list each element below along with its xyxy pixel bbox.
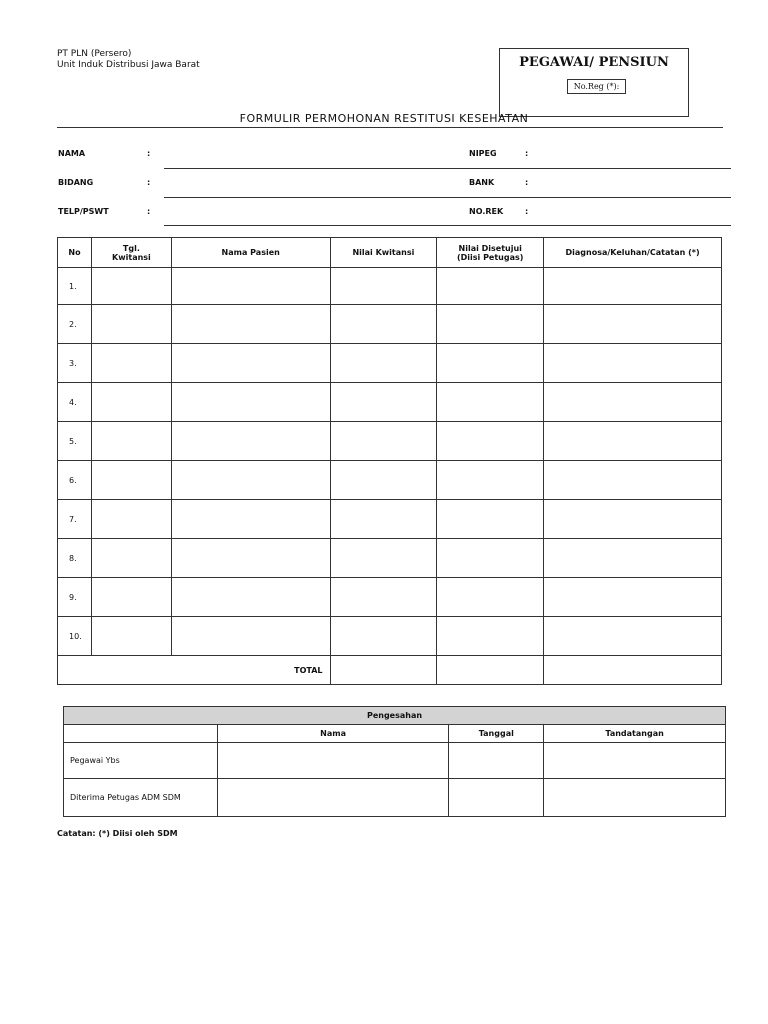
header-nilai-disetujui (437, 238, 544, 268)
row-number: 2. (58, 305, 92, 344)
table-row (58, 383, 722, 422)
table-row (58, 500, 722, 539)
telp-colon: : (147, 207, 151, 216)
employee-type-title: PEGAWAI/ PENSIUN (519, 55, 669, 70)
pengesahan-col-tanggal: Tanggal (449, 725, 544, 743)
petugas-tanggal-cell[interactable] (449, 779, 544, 817)
diagnosa-cell[interactable] (544, 617, 722, 656)
norek-colon: : (525, 207, 529, 216)
diagnosa-cell[interactable] (544, 539, 722, 578)
nipeg-label: NIPEG (469, 149, 497, 158)
diagnosa-cell[interactable] (544, 461, 722, 500)
row-number: 1. (58, 268, 92, 305)
nama-pasien-cell[interactable] (171, 461, 330, 500)
form-title: FORMULIR PERMOHONAN RESTITUSI KESEHATAN (239, 112, 529, 125)
tgl-kwitansi-cell[interactable] (91, 422, 171, 461)
header-nilai-kwitansi: Nilai Kwitansi (330, 238, 437, 268)
row-number: 10. (58, 617, 92, 656)
nilai-kwitansi-cell[interactable] (330, 383, 437, 422)
norek-label: NO.REK (469, 207, 504, 216)
bank-colon: : (525, 178, 529, 187)
pengesahan-col-nama: Nama (217, 725, 449, 743)
nilai-disetujui-cell[interactable] (437, 268, 544, 305)
table-row (58, 617, 722, 656)
row1-fill-line[interactable] (164, 168, 731, 169)
bidang-colon: : (147, 178, 151, 187)
tgl-kwitansi-cell[interactable] (91, 305, 171, 344)
tgl-kwitansi-cell[interactable] (91, 539, 171, 578)
row-number: 7. (58, 500, 92, 539)
tgl-kwitansi-cell[interactable] (91, 500, 171, 539)
table-header-row (58, 238, 722, 268)
nilai-disetujui-cell[interactable] (437, 461, 544, 500)
header-tgl-kwitansi (91, 238, 171, 268)
row-number: 3. (58, 344, 92, 383)
bank-label: BANK (469, 178, 495, 187)
header-tgl-line1: Tgl. (122, 243, 140, 253)
nilai-disetujui-cell[interactable] (437, 578, 544, 617)
tgl-kwitansi-cell[interactable] (91, 461, 171, 500)
tgl-kwitansi-cell[interactable] (91, 578, 171, 617)
row-number: 9. (58, 578, 92, 617)
nama-pasien-cell[interactable] (171, 578, 330, 617)
nama-pasien-cell[interactable] (171, 500, 330, 539)
pengesahan-title: Pengesahan (64, 707, 726, 725)
role-petugas: Diterima Petugas ADM SDM (64, 779, 218, 817)
row-number: 4. (58, 383, 92, 422)
diagnosa-cell[interactable] (544, 422, 722, 461)
table-row (58, 268, 722, 305)
company-name: PT PLN (Persero) (57, 49, 132, 59)
nilai-disetujui-cell[interactable] (437, 383, 544, 422)
pengesahan-col-tandatangan: Tandatangan (544, 725, 726, 743)
nilai-disetujui-cell[interactable] (437, 539, 544, 578)
nama-pasien-cell[interactable] (171, 344, 330, 383)
restitution-table (57, 237, 722, 685)
table-row (58, 305, 722, 344)
nilai-kwitansi-cell[interactable] (330, 578, 437, 617)
nama-pasien-cell[interactable] (171, 305, 330, 344)
title-divider (57, 127, 723, 128)
tgl-kwitansi-cell[interactable] (91, 617, 171, 656)
nilai-disetujui-cell[interactable] (437, 344, 544, 383)
no-reg-field[interactable]: No.Reg (*): (567, 79, 626, 94)
nipeg-colon: : (525, 149, 529, 158)
bidang-label: BIDANG (58, 178, 94, 187)
total-diagnosa[interactable] (544, 656, 722, 685)
nilai-kwitansi-cell[interactable] (330, 344, 437, 383)
table-row (58, 461, 722, 500)
tgl-kwitansi-cell[interactable] (91, 344, 171, 383)
nama-pasien-cell[interactable] (171, 539, 330, 578)
row-number: 5. (58, 422, 92, 461)
header-diagnosa: Diagnosa/Keluhan/Catatan (*) (544, 238, 722, 268)
petugas-nama-cell[interactable] (217, 779, 449, 817)
nama-label: NAMA (58, 149, 86, 158)
table-row (58, 539, 722, 578)
pengesahan-table (63, 706, 726, 817)
role-pegawai: Pegawai Ybs (64, 743, 218, 779)
header-disetujui-line2: (Diisi Petugas) (457, 252, 524, 262)
company-unit: Unit Induk Distribusi Jawa Barat (57, 60, 200, 70)
nilai-kwitansi-cell[interactable] (330, 617, 437, 656)
nama-colon: : (147, 149, 151, 158)
total-nilai-disetujui[interactable] (437, 656, 544, 685)
telp-label: TELP/PSWT (58, 207, 109, 216)
nilai-disetujui-cell[interactable] (437, 617, 544, 656)
pegawai-tanggal-cell[interactable] (449, 743, 544, 779)
header-no: No (58, 238, 92, 268)
catatan-note: Catatan: (*) Diisi oleh SDM (57, 829, 178, 838)
pengesahan-row-petugas (64, 779, 726, 817)
nilai-kwitansi-cell[interactable] (330, 539, 437, 578)
nilai-disetujui-cell[interactable] (437, 305, 544, 344)
nilai-kwitansi-cell[interactable] (330, 268, 437, 305)
table-row (58, 578, 722, 617)
nama-pasien-cell[interactable] (171, 422, 330, 461)
pengesahan-row-pegawai (64, 743, 726, 779)
row3-fill-line[interactable] (164, 225, 731, 226)
diagnosa-cell[interactable] (544, 344, 722, 383)
tgl-kwitansi-cell[interactable] (91, 383, 171, 422)
diagnosa-cell[interactable] (544, 578, 722, 617)
header-tgl-line2: Kwitansi (112, 252, 151, 262)
company-header (57, 49, 200, 71)
pengesahan-blank-header (64, 725, 218, 743)
nilai-kwitansi-cell[interactable] (330, 461, 437, 500)
nilai-kwitansi-cell[interactable] (330, 422, 437, 461)
diagnosa-cell[interactable] (544, 500, 722, 539)
table-row (58, 344, 722, 383)
petugas-tandatangan-cell[interactable] (544, 779, 726, 817)
nilai-kwitansi-cell[interactable] (330, 305, 437, 344)
row-number: 8. (58, 539, 92, 578)
row2-fill-line[interactable] (164, 197, 731, 198)
diagnosa-cell[interactable] (544, 268, 722, 305)
nilai-kwitansi-cell[interactable] (330, 500, 437, 539)
nilai-disetujui-cell[interactable] (437, 500, 544, 539)
header-disetujui-line1: Nilai Disetujui (458, 243, 522, 253)
nilai-disetujui-cell[interactable] (437, 422, 544, 461)
row-number: 6. (58, 461, 92, 500)
diagnosa-cell[interactable] (544, 383, 722, 422)
total-row (58, 656, 722, 685)
total-nilai-kwitansi[interactable] (330, 656, 437, 685)
nama-pasien-cell[interactable] (171, 383, 330, 422)
diagnosa-cell[interactable] (544, 305, 722, 344)
registration-box (499, 48, 689, 117)
pegawai-nama-cell[interactable] (217, 743, 449, 779)
total-label: TOTAL (58, 656, 331, 685)
header-nama-pasien: Nama Pasien (171, 238, 330, 268)
table-row (58, 422, 722, 461)
nama-pasien-cell[interactable] (171, 617, 330, 656)
tgl-kwitansi-cell[interactable] (91, 268, 171, 305)
nama-pasien-cell[interactable] (171, 268, 330, 305)
pegawai-tandatangan-cell[interactable] (544, 743, 726, 779)
